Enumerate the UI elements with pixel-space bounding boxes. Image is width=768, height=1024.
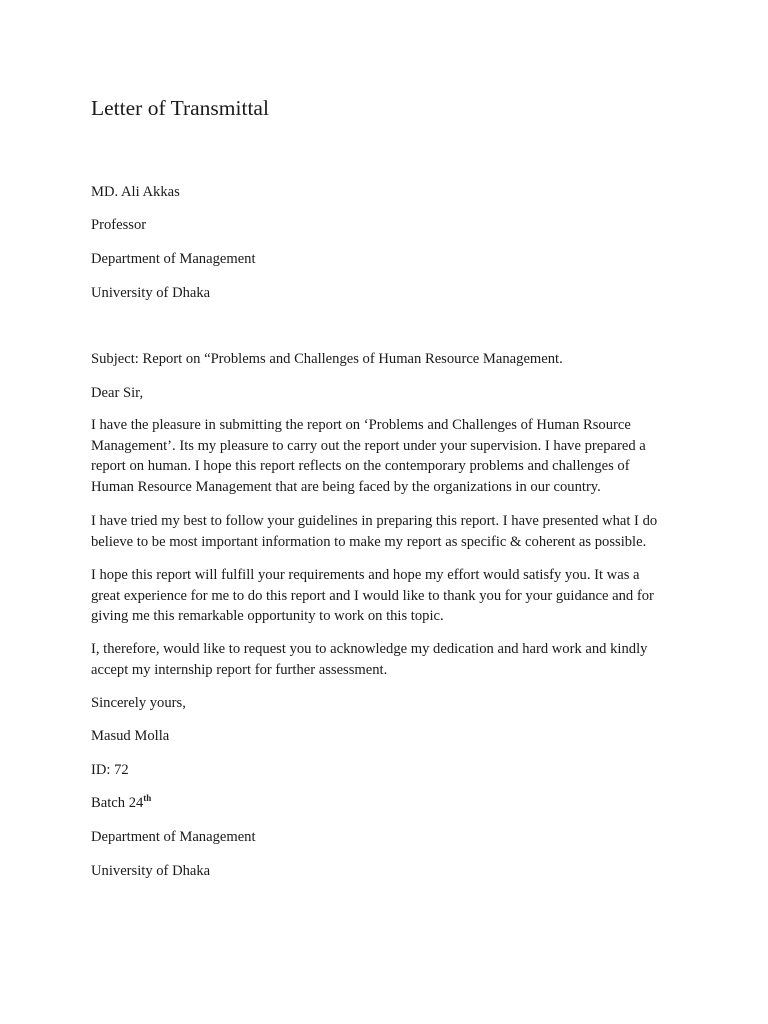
sender-department: Department of Management	[91, 829, 256, 845]
sender-institution: University of Dhaka	[91, 863, 211, 879]
body-paragraph-3	[91, 565, 681, 627]
closing: Sincerely yours,	[91, 695, 186, 711]
paragraph-line: report on human. I hope this report reflects on the contemporary problems and challenges of	[91, 458, 630, 474]
paragraph-line: great experience for me to do this report and I would like to thank you for your guidance and for	[91, 587, 654, 604]
body-paragraph-1	[91, 415, 681, 497]
paragraph-line: Management’. Its my pleasure to carry out the report under your supervision. I have prepared a	[91, 437, 646, 454]
paragraph-line: Human Resource Management that are being faced by the organizations in our country.	[91, 478, 601, 495]
letter-title: Letter of Transmittal	[91, 96, 269, 120]
recipient-name: MD. Ali Akkas	[91, 184, 180, 200]
paragraph-line: giving me this remarkable opportunity to work on this topic.	[91, 608, 444, 624]
recipient-institution: University of Dhaka	[91, 285, 211, 301]
paragraph-line: I, therefore, would like to request you to acknowledge my dedication and hard work and kindly	[91, 641, 648, 657]
sender-id: ID: 72	[91, 762, 129, 778]
subject-line: Subject: Report on “Problems and Challenges of Human Resource Management.	[91, 351, 563, 367]
recipient-department: Department of Management	[91, 251, 256, 267]
recipient-position: Professor	[91, 217, 147, 233]
sender-batch	[91, 793, 151, 813]
paragraph-line: I have the pleasure in submitting the report on ‘Problems and Challenges of Human Rsource	[91, 417, 631, 433]
paragraph-line: I hope this report will fulfill your requirements and hope my effort would satisfy you. It was a	[91, 567, 640, 583]
paragraph-line: accept my internship report for further assessment.	[91, 661, 388, 678]
batch-suffix: th	[143, 793, 152, 803]
paragraph-line: I have tried my best to follow your guidelines in preparing this report. I have presented what I do	[91, 513, 658, 529]
body-paragraph-4	[91, 639, 681, 680]
body-paragraph-2	[91, 511, 681, 552]
paragraph-line: believe to be most important information to make my report as specific & coherent as possible.	[91, 533, 647, 550]
batch-label: Batch 24	[91, 795, 144, 811]
sender-name: Masud Molla	[91, 728, 170, 744]
salutation: Dear Sir,	[91, 385, 144, 401]
